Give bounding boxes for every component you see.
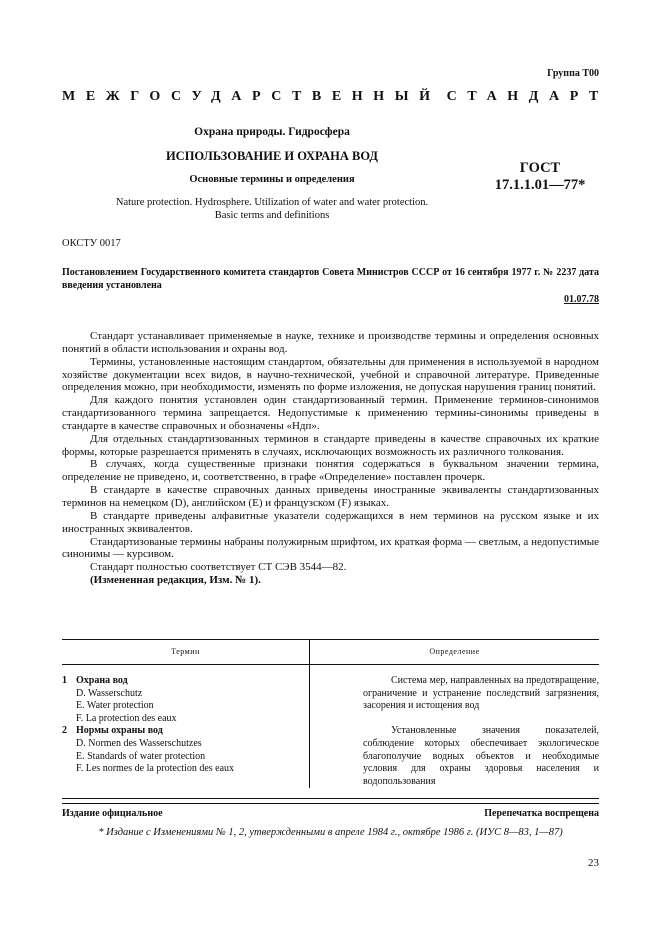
english-title-line1: Nature protection. Hydrosphere. Utilization of water and water protection. xyxy=(115,197,429,208)
paragraph: Для каждого понятия установлен один стандартизованный термин. Применение терминов-синонимов стандартизованного термина запрещается. Недопустимые к применению термины-синонимы приведены в стандарте в качестве справочных и обозначены «Ндп». xyxy=(62,394,599,432)
title-line3: Основные термины и определения xyxy=(189,174,355,185)
table-row xyxy=(62,725,599,788)
title-line2: ИСПОЛЬЗОВАНИЕ И ОХРАНА ВОД xyxy=(165,149,379,163)
term-en: E. Water protection xyxy=(76,700,154,712)
decree-text: Постановлением Государственного комитета стандартов Совета Министров СССР от 16 сентября 1977 г. № 2237 дата введения установлена xyxy=(62,267,599,291)
interstate-word: МЕЖГОСУДАРСТВЕННЫЙ xyxy=(62,89,441,104)
english-title-line2: Basic terms and definitions xyxy=(214,210,330,221)
english-title xyxy=(62,196,482,222)
gost-number: 17.1.1.01—77* xyxy=(494,177,586,193)
paragraph: В стандарте в качестве справочных данных приведены иностранные эквиваленты стандартизованных терминов на немецком (D), английском (E) и французском (F) языках. xyxy=(62,484,599,509)
standard-word: СТАНДАРТ xyxy=(446,89,609,104)
definition-cell xyxy=(310,725,600,788)
table-row xyxy=(62,675,599,725)
term-cell xyxy=(62,675,310,725)
footnote: * Издание с Изменениями № 1, 2, утвержденными в апреле 1984 г., октябре 1986 г. (ИУС 8—83, 1—87) xyxy=(98,827,563,838)
term-name: Нормы охраны вод xyxy=(76,725,163,737)
paragraph: Стандарт полностью соответствует СТ СЭВ 3544—82. xyxy=(90,561,347,574)
term-cell xyxy=(62,725,310,788)
definition-text: Система мер, направленных на предотвращение, ограничение и устранение последствий загрязнения, засорения и истощения вод xyxy=(363,675,599,712)
body-text xyxy=(62,330,599,587)
amendment-note: (Измененная редакция, Изм. № 1). xyxy=(90,574,261,587)
title-block xyxy=(62,126,482,222)
table-bottom-rule xyxy=(62,798,599,799)
footer-rule xyxy=(62,803,599,804)
paragraph: Стандарт устанавливает применяемые в науке, технике и производстве термины и определения основных понятий в области использования и охраны вод. xyxy=(62,330,599,355)
paragraph: В случаях, когда существенные признаки понятия содержаться в буквальном значении термина, определение не приведено, и, соответственно, в графе «Определение» поставлен прочерк. xyxy=(62,458,599,484)
paragraph: Для отдельных стандартизованных терминов в стандарте приведены в качестве справочных их краткие формы, которые разрешается применять в случаях, исключающих возможность их различного толкования. xyxy=(62,432,599,458)
okstu-code: ОКСТУ 0017 xyxy=(62,238,121,249)
paragraph: Стандартизованые термины набраны полужирным шрифтом, их краткая форма — светлым, а недопустимые синонимы — курсивом. xyxy=(62,535,599,561)
paragraph: В стандарте приведены алфавитные указатели содержащихся в нем терминов на русском языке и их иностранных эквивалентов. xyxy=(62,509,599,535)
term-fr: F. La protection des eaux xyxy=(76,712,177,724)
term-name: Охрана вод xyxy=(76,675,128,686)
term-de: D. Wasserschutz xyxy=(76,687,143,699)
terms-table xyxy=(62,639,599,788)
title-line1: Охрана природы. Гидросфера xyxy=(194,126,350,138)
definition-text: Установленные значения показателей, соблюдение которых обеспечивает экологическое благополучие водных объектов и необходимые условия для охраны здоровья населения и водопользования xyxy=(363,725,599,787)
interstate-standard-heading xyxy=(62,89,609,105)
official-edition-label: Издание официальное xyxy=(62,808,163,819)
term-number: 2 xyxy=(62,725,67,737)
page-number: 23 xyxy=(588,857,599,869)
intro-date: 01.07.78 xyxy=(564,294,599,305)
reprint-prohibited-label: Перепечатка воспрещена xyxy=(484,808,599,819)
term-en: E. Standards of water protection xyxy=(76,750,206,762)
paragraph: Термины, установленные настоящим стандартом, обязательны для применения в используемой в народном хозяйстве документации всех видов, в научно-технической, учебной и справочной литературе. Приведенные определения можно, при необходимости, изменять по форме изложения, не допуская нарушения границ понятий. xyxy=(62,355,599,394)
column-header-term: Термин xyxy=(62,640,310,665)
term-fr: F. Les normes de la protection des eaux xyxy=(76,763,235,775)
term-number: 1 xyxy=(62,675,67,686)
column-header-definition: Определение xyxy=(310,640,600,665)
gost-designation xyxy=(470,160,610,194)
definition-cell xyxy=(310,675,600,725)
gost-label: ГОСТ xyxy=(519,160,561,176)
group-code: Группа Т00 xyxy=(547,68,599,79)
term-de: D. Normen des Wasserschutzes xyxy=(76,737,202,749)
